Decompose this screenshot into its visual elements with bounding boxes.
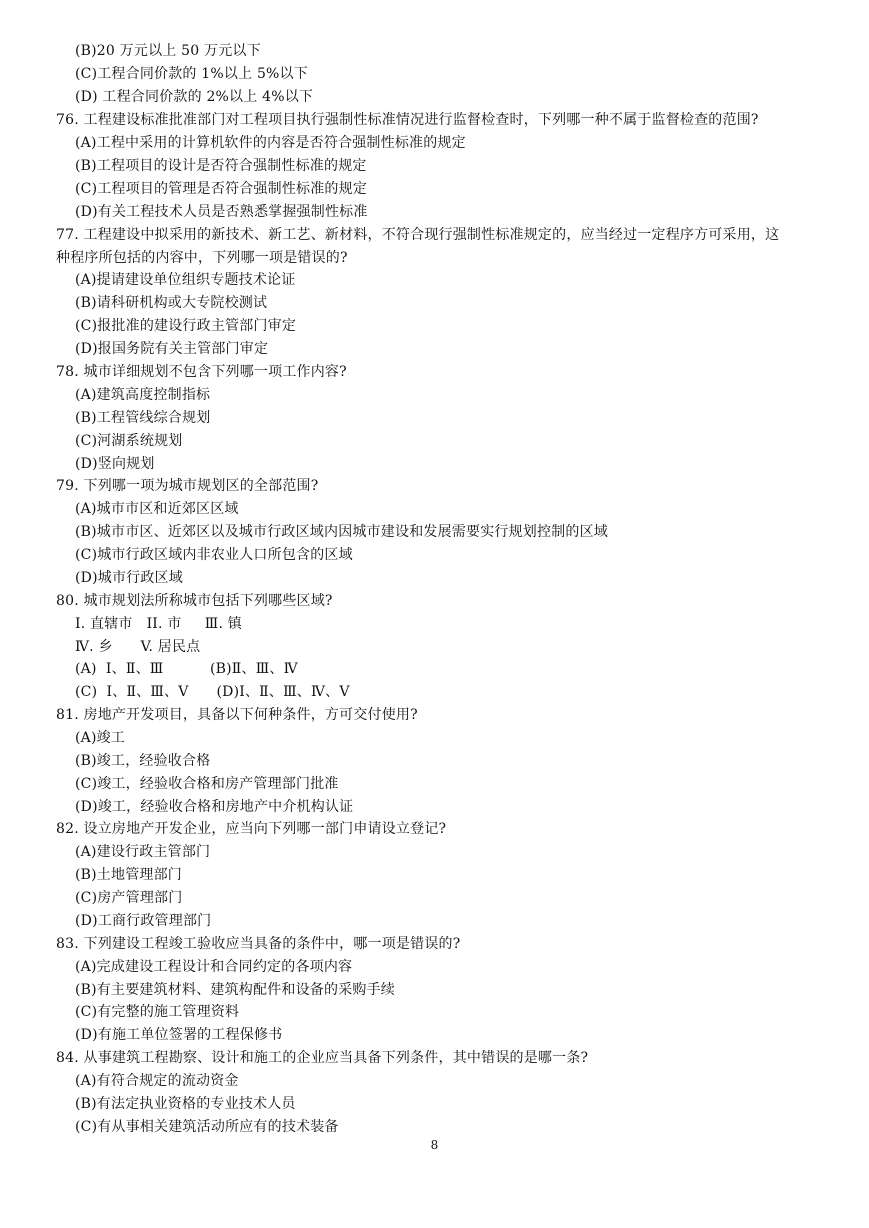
option-line: (B)城市市区、近郊区以及城市行政区域内因城市建设和发展需要实行规划控制的区域 — [75, 524, 609, 540]
option-line: (A)提请建设单位组织专题技术论证 — [75, 272, 296, 288]
option-line: (C)房产管理部门 — [75, 890, 183, 906]
option-line: (B)竣工，经验收合格 — [75, 753, 211, 769]
option-line: (D)竖向规划 — [75, 456, 155, 472]
option-line: (B)工程管线综合规划 — [75, 410, 211, 426]
option-line: (D)竣工，经验收合格和房地产中介机构认证 — [75, 799, 354, 815]
option-line: I. 直辖市 II. 市 Ⅲ. 镇 — [75, 616, 242, 632]
question-77: 77. 工程建设中拟采用的新技术、新工艺、新材料，不符合现行强制性标准规定的，应当经过一定程序方可采用，这 — [56, 227, 780, 243]
option-line: (D)有施工单位签署的工程保修书 — [75, 1027, 283, 1043]
question-81: 81. 房地产开发项目，具备以下何种条件，方可交付使用? — [56, 707, 418, 723]
question-80: 80. 城市规划法所称城市包括下列哪些区域? — [56, 593, 333, 609]
option-line: (B)有法定执业资格的专业技术人员 — [75, 1096, 296, 1112]
option-line: (C)工程合同价款的 1%以上 5%以下 — [75, 66, 308, 82]
option-line: (C)城市行政区域内非农业人口所包含的区域 — [75, 547, 353, 563]
option-line: Ⅳ. 乡 V. 居民点 — [75, 639, 201, 655]
question-76: 76. 工程建设标准批准部门对工程项目执行强制性标准情况进行监督检查时，下列哪一种不属于监督检查的范围? — [56, 112, 759, 128]
option-line: (C)工程项目的管理是否符合强制性标准的规定 — [75, 181, 368, 197]
page-number: 8 — [430, 1138, 439, 1152]
option-line: (A)城市市区和近郊区区域 — [75, 501, 239, 517]
option-line: (B)请科研机构或大专院校测试 — [75, 295, 268, 311]
option-line: (A)完成建设工程设计和合同约定的各项内容 — [75, 959, 353, 975]
option-line: (B)工程项目的设计是否符合强制性标准的规定 — [75, 158, 367, 174]
option-line: (D)报国务院有关主管部门审定 — [75, 341, 269, 357]
option-line: (A) Ⅰ、Ⅱ、Ⅲ (B)Ⅱ、Ⅲ、Ⅳ — [75, 661, 298, 677]
option-line: (D)有关工程技术人员是否熟悉掌握强制性标准 — [75, 204, 368, 220]
question-82: 82. 设立房地产开发企业，应当向下列哪一部门申请设立登记? — [56, 821, 447, 837]
option-line: (B)土地管理部门 — [75, 867, 183, 883]
option-line: (A)工程中采用的计算机软件的内容是否符合强制性标准的规定 — [75, 135, 466, 151]
question-84: 84. 从事建筑工程勘察、设计和施工的企业应当具备下列条件，其中错误的是哪一条? — [56, 1050, 589, 1066]
option-line: (A)建设行政主管部门 — [75, 844, 211, 860]
option-line: (B)有主要建筑材料、建筑构配件和设备的采购手续 — [75, 982, 396, 998]
option-line: (D) 工程合同价款的 2%以上 4%以下 — [75, 89, 314, 105]
question-79: 79. 下列哪一项为城市规划区的全部范围? — [56, 478, 319, 494]
option-line: (B)20 万元以上 50 万元以下 — [75, 43, 261, 59]
option-line: (A)有符合规定的流动资金 — [75, 1073, 239, 1089]
option-line: (C)有完整的施工管理资料 — [75, 1004, 240, 1020]
option-line: (C)有从事相关建筑活动所应有的技术装备 — [75, 1119, 339, 1135]
question-78: 78. 城市详细规划不包含下列哪一项工作内容? — [56, 364, 347, 380]
option-line: (D)城市行政区域 — [75, 570, 183, 586]
option-line: (A)建筑高度控制指标 — [75, 387, 211, 403]
question-83: 83. 下列建设工程竣工验收应当具备的条件中，哪一项是错误的? — [56, 936, 461, 952]
option-line: (C)报批准的建设行政主管部门审定 — [75, 318, 297, 334]
option-line: (A)竣工 — [75, 730, 126, 746]
option-line: (C)竣工，经验收合格和房产管理部门批准 — [75, 776, 339, 792]
question-77-continued: 种程序所包括的内容中，下列哪一项是错误的? — [56, 250, 348, 266]
option-line: (C)河湖系统规划 — [75, 433, 183, 449]
option-line: (C) Ⅰ、Ⅱ、Ⅲ、Ⅴ (D)Ⅰ、Ⅱ、Ⅲ、Ⅳ、Ⅴ — [75, 684, 350, 700]
option-line: (D)工商行政管理部门 — [75, 913, 212, 929]
